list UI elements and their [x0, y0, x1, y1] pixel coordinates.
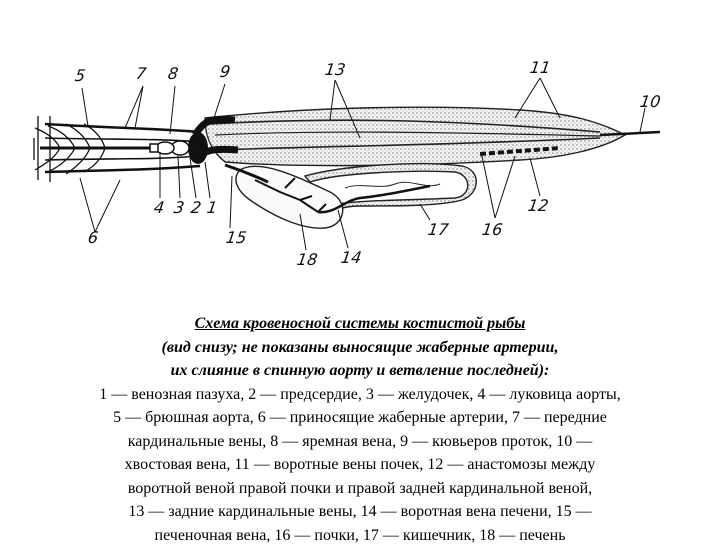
figure-caption [0, 312, 720, 547]
label-10: 10 [639, 94, 662, 110]
label-16: 16 [481, 222, 504, 238]
label-9: 9 [219, 64, 231, 80]
caption-line: воротной веной правой почки и правой задней кардинальной веной, [0, 477, 720, 501]
caption-title: Схема кровеносной системы костистой рыбы [0, 312, 720, 336]
kidney-shape [205, 107, 625, 165]
caption-subtitle: их слияние в спинную аорту и ветвление последней): [0, 359, 720, 383]
label-1: 1 [206, 200, 218, 216]
bulbus-arteriosus [150, 144, 158, 152]
caption-line: 13 — задние кардинальные вены, 14 — воротная вена печени, 15 — [0, 500, 720, 524]
sinus-venosus [188, 132, 208, 164]
label-18: 18 [296, 252, 319, 268]
label-11: 11 [529, 60, 552, 76]
label-3: 3 [173, 200, 185, 216]
caption-line: 5 — брюшная аорта, 6 — приносящие жаберные артерии, 7 — передние [0, 406, 720, 430]
label-14: 14 [340, 250, 363, 266]
label-2: 2 [190, 200, 202, 216]
caption-line: печеночная вена, 16 — почки, 17 — кишечник, 18 — печень [0, 524, 720, 547]
label-12: 12 [527, 198, 550, 214]
label-13: 13 [324, 62, 347, 78]
label-6: 6 [87, 230, 99, 246]
label-15: 15 [225, 230, 248, 246]
caption-line: кардинальные вены, 8 — яремная вена, 9 — кювьеров проток, 10 — [0, 430, 720, 454]
caption-line: 1 — венозная пазуха, 2 — предсердие, 3 — желудочек, 4 — луковица аорты, [0, 383, 720, 407]
caption-subtitle: (вид снизу; не показаны выносящие жаберные артерии, [0, 336, 720, 360]
caption-line: хвостовая вена, 11 — воротные вены почек, 12 — анастомозы между [0, 453, 720, 477]
label-5: 5 [74, 68, 86, 84]
anterior-cardinal-vein [45, 166, 200, 172]
label-4: 4 [153, 200, 165, 216]
label-8: 8 [167, 66, 179, 82]
label-7: 7 [135, 66, 147, 82]
label-17: 17 [427, 222, 450, 238]
